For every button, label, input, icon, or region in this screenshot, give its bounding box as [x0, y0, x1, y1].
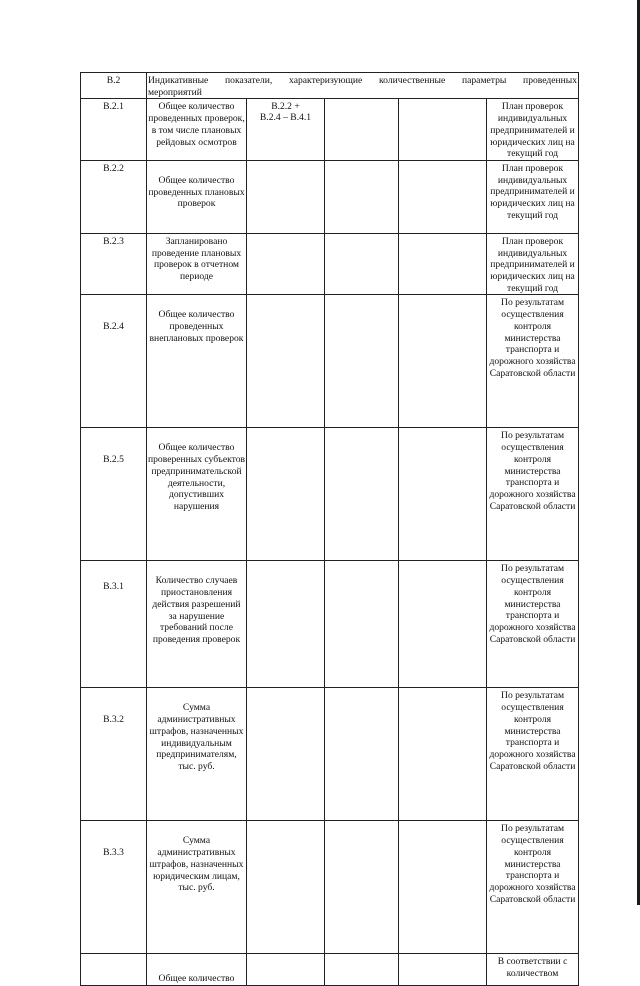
- row-indicator-name: Сумма административных штрафов, назначенных юридическим лицам, тыс. руб.: [147, 821, 247, 954]
- row-empty-cell: [399, 428, 487, 561]
- table-row: [81, 954, 579, 986]
- row-empty-cell: [399, 688, 487, 821]
- table-row: [81, 160, 579, 233]
- row-empty-cell: [325, 233, 399, 295]
- row-indicator-name: Запланировано проведение плановых проверок в отчетном периоде: [147, 233, 247, 295]
- row-code: В.2.2: [81, 160, 147, 233]
- row-data-source: По результатам осуществления контроля министерства транспорта и дорожного хозяйства Саратовской области: [487, 688, 579, 821]
- row-formula: [247, 99, 325, 161]
- indicators-table: [80, 72, 579, 986]
- row-empty-cell: [399, 99, 487, 161]
- section-title-line-1: Индикативные показатели, характеризующие количественные параметры проведенных: [148, 75, 578, 86]
- table-row: [81, 428, 579, 561]
- row-empty-cell: [325, 295, 399, 428]
- row-empty-cell: [247, 688, 325, 821]
- row-empty-cell: [325, 99, 399, 161]
- table-row: [81, 99, 579, 161]
- row-empty-cell: [325, 688, 399, 821]
- row-code: В.2.3: [81, 233, 147, 295]
- row-code: [81, 954, 147, 986]
- row-empty-cell: [325, 821, 399, 954]
- row-empty-cell: [399, 160, 487, 233]
- row-empty-cell: [399, 821, 487, 954]
- row-code: В.2.5: [81, 428, 147, 561]
- row-empty-cell: [247, 561, 325, 688]
- row-empty-cell: [399, 233, 487, 295]
- row-code: В.2.1: [81, 99, 147, 161]
- row-data-source: План проверок индивидуальных предпринимателей и юридических лиц на текущий год: [487, 160, 579, 233]
- row-empty-cell: [325, 428, 399, 561]
- row-code: В.3.2: [81, 688, 147, 821]
- section-title-line-2: мероприятий: [148, 86, 202, 98]
- row-data-source: По результатам осуществления контроля министерства транспорта и дорожного хозяйства Саратовской области: [487, 561, 579, 688]
- row-indicator-name: Общее количество проведенных плановых проверок: [147, 160, 247, 233]
- row-empty-cell: [399, 561, 487, 688]
- row-empty-cell: [247, 821, 325, 954]
- row-data-source: По результатам осуществления контроля министерства транспорта и дорожного хозяйства Саратовской области: [487, 295, 579, 428]
- section-title: [147, 73, 579, 99]
- row-empty-cell: [247, 954, 325, 986]
- row-code: В.3.3: [81, 821, 147, 954]
- row-code: В.2.4: [81, 295, 147, 428]
- row-indicator-name: Общее количество: [147, 954, 247, 986]
- row-empty-cell: [325, 160, 399, 233]
- section-code: В.2: [81, 73, 147, 99]
- row-indicator-name: Сумма административных штрафов, назначенных индивидуальным предпринимателям, тыс. руб.: [147, 688, 247, 821]
- row-data-source: По результатам осуществления контроля министерства транспорта и дорожного хозяйства Саратовской области: [487, 428, 579, 561]
- row-empty-cell: [247, 160, 325, 233]
- row-empty-cell: [399, 954, 487, 986]
- row-empty-cell: [325, 954, 399, 986]
- row-indicator-name: Количество случаев приостановления действия разрешений за нарушение требований после проведения проверок: [147, 561, 247, 688]
- row-data-source: План проверок индивидуальных предпринимателей и юридических лиц на текущий год: [487, 99, 579, 161]
- row-empty-cell: [325, 561, 399, 688]
- row-formula-line-1: В.2.2 +: [271, 101, 300, 113]
- table-row: [81, 233, 579, 295]
- table-row: [81, 295, 579, 428]
- row-empty-cell: [247, 428, 325, 561]
- row-empty-cell: [247, 295, 325, 428]
- table-row: [81, 688, 579, 821]
- row-indicator-name: Общее количество проведенных проверок, в том числе плановых рейдовых осмотров: [147, 99, 247, 161]
- row-data-source: По результатам осуществления контроля министерства транспорта и дорожного хозяйства Саратовской области: [487, 821, 579, 954]
- row-empty-cell: [247, 233, 325, 295]
- row-indicator-name: Общее количество проведенных внеплановых проверок: [147, 295, 247, 428]
- row-data-source: В соответствии с количеством: [487, 954, 579, 986]
- table-row: [81, 561, 579, 688]
- table-row: [81, 821, 579, 954]
- row-indicator-name: Общее количество проверенных субъектов предпринимательской деятельности, допустивших нарушения: [147, 428, 247, 561]
- table-section-header-row: [81, 73, 579, 99]
- row-code: В.3.1: [81, 561, 147, 688]
- row-data-source: План проверок индивидуальных предпринимателей и юридических лиц на текущий год: [487, 233, 579, 295]
- row-formula-line-2: В.2.4 – В.4.1: [259, 112, 312, 124]
- row-empty-cell: [399, 295, 487, 428]
